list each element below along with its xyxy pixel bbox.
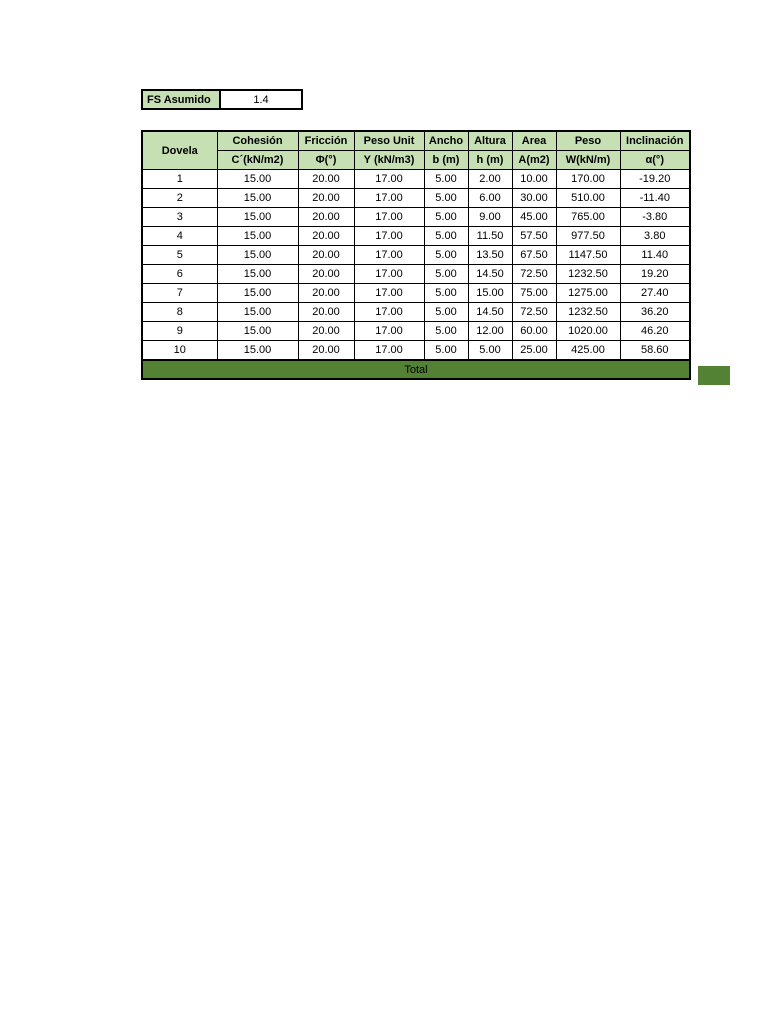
cell-friccion[interactable]: 20.00 [298,208,354,227]
cell-area[interactable]: 10.00 [512,170,556,189]
cell-area[interactable]: 30.00 [512,189,556,208]
cell-ancho[interactable]: 5.00 [424,341,468,361]
unit-friccion: Φ(°) [298,151,354,170]
cell-ancho[interactable]: 5.00 [424,189,468,208]
cell-dovela[interactable]: 5 [142,246,217,265]
total-label: Total [142,360,690,379]
cell-peso-unit[interactable]: 17.00 [354,303,424,322]
cell-cohesion[interactable]: 15.00 [217,341,298,361]
cell-peso-unit[interactable]: 17.00 [354,189,424,208]
cell-altura[interactable]: 5.00 [468,341,512,361]
header-cohesion: Cohesión [217,131,298,151]
table-header [142,131,690,170]
table-row [142,284,690,303]
cell-peso[interactable]: 170.00 [556,170,620,189]
table-row [142,265,690,284]
cell-dovela[interactable]: 6 [142,265,217,284]
cell-altura[interactable]: 6.00 [468,189,512,208]
cell-friccion[interactable]: 20.00 [298,189,354,208]
unit-peso-unit: Υ (kN/m3) [354,151,424,170]
cell-ancho[interactable]: 5.00 [424,208,468,227]
cell-peso-unit[interactable]: 17.00 [354,246,424,265]
header-row-units [142,151,690,170]
cell-altura[interactable]: 9.00 [468,208,512,227]
cell-inclinacion[interactable]: 19.20 [620,265,690,284]
cell-peso-unit[interactable]: 17.00 [354,265,424,284]
cell-area[interactable]: 60.00 [512,322,556,341]
cell-ancho[interactable]: 5.00 [424,170,468,189]
table-row [142,227,690,246]
cell-altura[interactable]: 2.00 [468,170,512,189]
cell-peso[interactable]: 1232.50 [556,265,620,284]
cell-inclinacion[interactable]: 3.80 [620,227,690,246]
cell-ancho[interactable]: 5.00 [424,322,468,341]
fs-assumed-box [141,89,303,110]
header-dovela: Dovela [142,131,217,170]
table-row [142,246,690,265]
header-peso-unit: Peso Unit [354,131,424,151]
cell-inclinacion[interactable]: 27.40 [620,284,690,303]
cell-peso-unit[interactable]: 17.00 [354,322,424,341]
cell-peso-unit[interactable]: 17.00 [354,227,424,246]
cell-dovela[interactable]: 4 [142,227,217,246]
cell-friccion[interactable]: 20.00 [298,303,354,322]
cell-peso-unit[interactable]: 17.00 [354,341,424,361]
cell-area[interactable]: 67.50 [512,246,556,265]
cell-peso[interactable]: 977.50 [556,227,620,246]
slices-table [141,130,691,380]
unit-altura: h (m) [468,151,512,170]
unit-inclinacion: α(°) [620,151,690,170]
cell-altura[interactable]: 13.50 [468,246,512,265]
cell-friccion[interactable]: 20.00 [298,246,354,265]
cell-ancho[interactable]: 5.00 [424,303,468,322]
total-row-extension [698,366,730,385]
cell-friccion[interactable]: 20.00 [298,170,354,189]
cell-dovela[interactable]: 10 [142,341,217,361]
cell-dovela[interactable]: 7 [142,284,217,303]
cell-peso-unit[interactable]: 17.00 [354,284,424,303]
cell-dovela[interactable]: 8 [142,303,217,322]
cell-dovela[interactable]: 2 [142,189,217,208]
header-inclinacion: Inclinación [620,131,690,151]
cell-cohesion[interactable]: 15.00 [217,170,298,189]
fs-value-cell[interactable]: 1.4 [220,90,302,109]
cell-inclinacion[interactable]: -19.20 [620,170,690,189]
total-row [142,360,690,379]
cell-peso[interactable]: 1147.50 [556,246,620,265]
cell-friccion[interactable]: 20.00 [298,284,354,303]
cell-area[interactable]: 25.00 [512,341,556,361]
table-row [142,189,690,208]
header-altura: Altura [468,131,512,151]
cell-dovela[interactable]: 1 [142,170,217,189]
cell-peso-unit[interactable]: 17.00 [354,170,424,189]
cell-cohesion[interactable]: 15.00 [217,284,298,303]
cell-peso[interactable]: 1275.00 [556,284,620,303]
cell-friccion[interactable]: 20.00 [298,265,354,284]
cell-cohesion[interactable]: 15.00 [217,208,298,227]
cell-friccion[interactable]: 20.00 [298,227,354,246]
table-row [142,170,690,189]
cell-dovela[interactable]: 3 [142,208,217,227]
header-peso: Peso [556,131,620,151]
cell-peso-unit[interactable]: 17.00 [354,208,424,227]
cell-inclinacion[interactable]: 11.40 [620,246,690,265]
cell-inclinacion[interactable]: 36.20 [620,303,690,322]
cell-ancho[interactable]: 5.00 [424,246,468,265]
table-row [142,303,690,322]
cell-dovela[interactable]: 9 [142,322,217,341]
table-row [142,208,690,227]
header-friccion: Fricción [298,131,354,151]
cell-friccion[interactable]: 20.00 [298,322,354,341]
cell-cohesion[interactable]: 15.00 [217,227,298,246]
cell-altura[interactable]: 11.50 [468,227,512,246]
cell-area[interactable]: 75.00 [512,284,556,303]
table-body [142,170,690,380]
unit-cohesion: C´(kN/m2) [217,151,298,170]
cell-inclinacion[interactable]: -11.40 [620,189,690,208]
header-area: Area [512,131,556,151]
table-row [142,341,690,361]
cell-ancho[interactable]: 5.00 [424,284,468,303]
cell-cohesion[interactable]: 15.00 [217,265,298,284]
cell-area[interactable]: 72.50 [512,303,556,322]
unit-peso: W(kN/m) [556,151,620,170]
cell-area[interactable]: 57.50 [512,227,556,246]
cell-cohesion[interactable]: 15.00 [217,246,298,265]
cell-inclinacion[interactable]: 58.60 [620,341,690,361]
cell-peso[interactable]: 425.00 [556,341,620,361]
cell-altura[interactable]: 14.50 [468,265,512,284]
fs-label: FS Asumido [142,90,220,109]
cell-friccion[interactable]: 20.00 [298,341,354,361]
cell-ancho[interactable]: 5.00 [424,227,468,246]
cell-peso[interactable]: 765.00 [556,208,620,227]
header-row-names [142,131,690,151]
cell-peso[interactable]: 1232.50 [556,303,620,322]
cell-altura[interactable]: 15.00 [468,284,512,303]
unit-area: A(m2) [512,151,556,170]
cell-cohesion[interactable]: 15.00 [217,322,298,341]
cell-area[interactable]: 72.50 [512,265,556,284]
cell-peso[interactable]: 1020.00 [556,322,620,341]
cell-cohesion[interactable]: 15.00 [217,303,298,322]
unit-ancho: b (m) [424,151,468,170]
header-ancho: Ancho [424,131,468,151]
cell-altura[interactable]: 14.50 [468,303,512,322]
cell-inclinacion[interactable]: -3.80 [620,208,690,227]
cell-cohesion[interactable]: 15.00 [217,189,298,208]
cell-altura[interactable]: 12.00 [468,322,512,341]
table-row [142,322,690,341]
cell-ancho[interactable]: 5.00 [424,265,468,284]
cell-inclinacion[interactable]: 46.20 [620,322,690,341]
cell-peso[interactable]: 510.00 [556,189,620,208]
cell-area[interactable]: 45.00 [512,208,556,227]
